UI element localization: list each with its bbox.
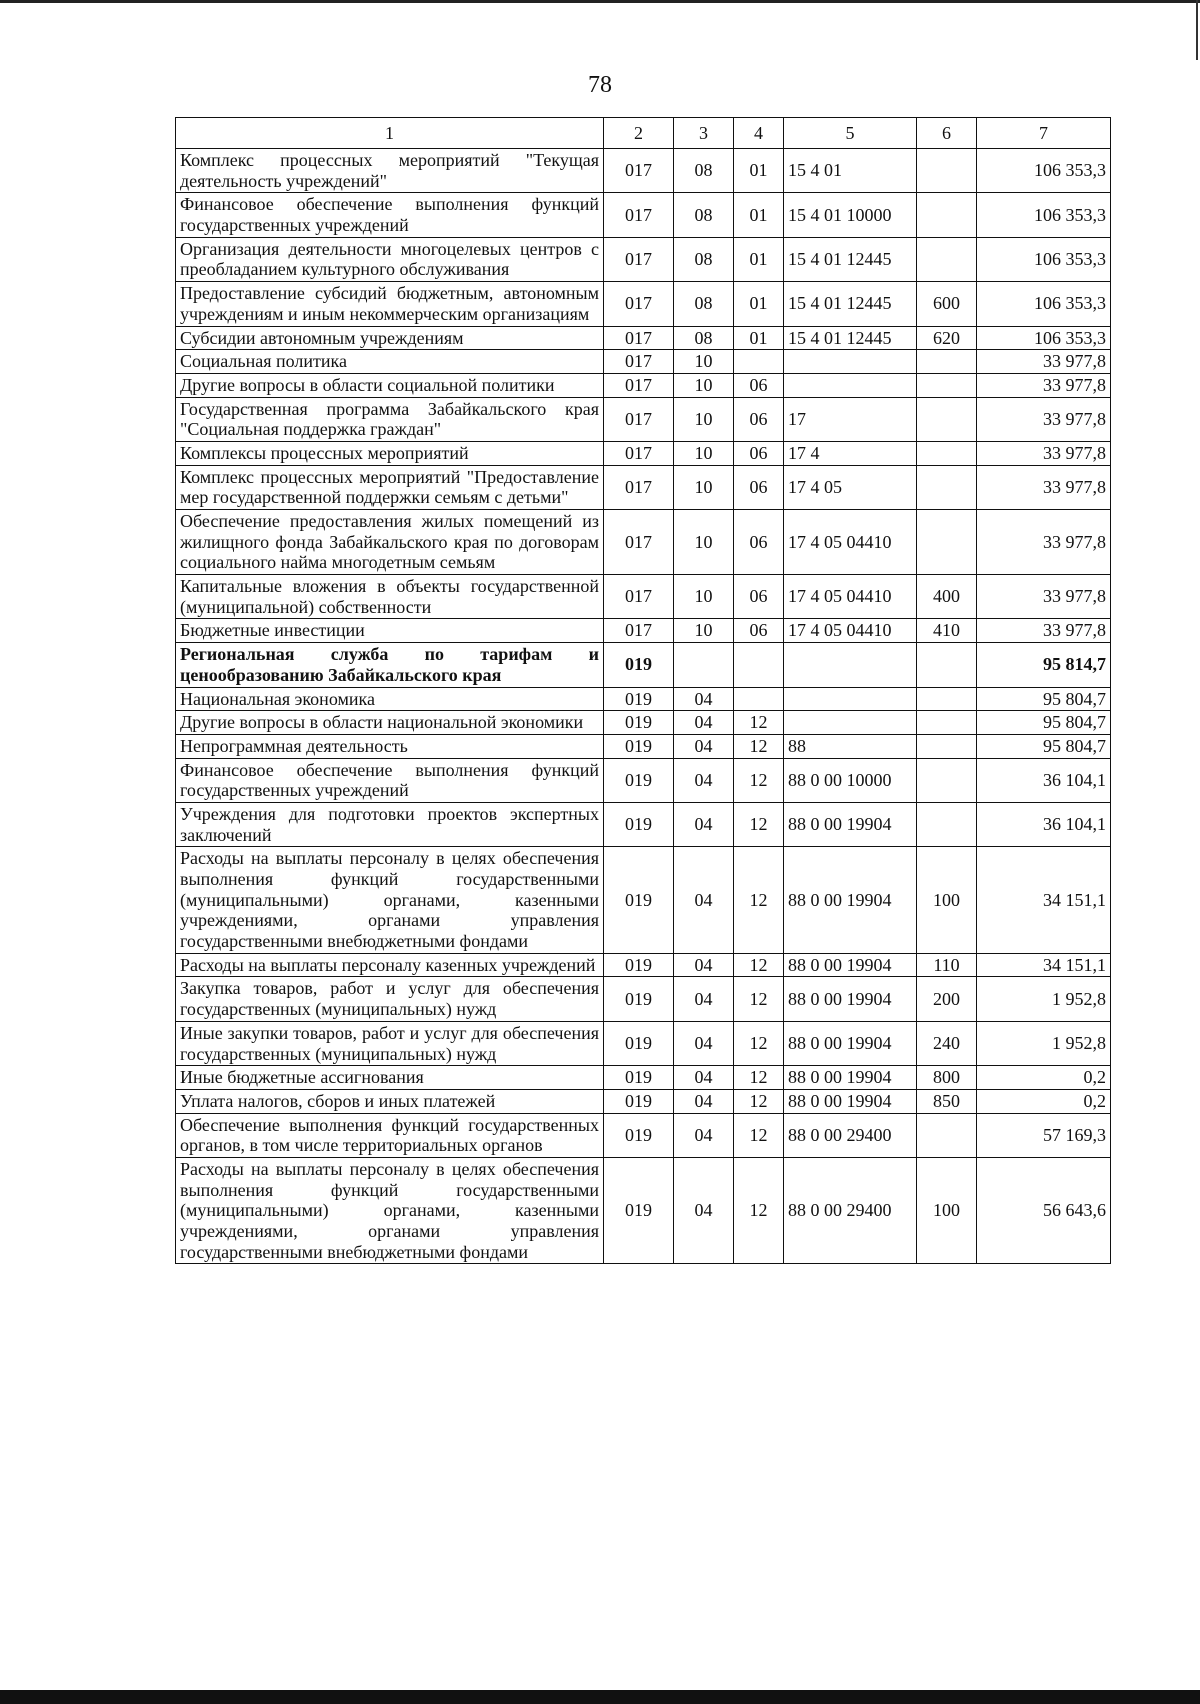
- cell-target-article: 88 0 00 29400: [784, 1157, 917, 1263]
- cell-subsection: 12: [734, 1157, 784, 1263]
- cell-section: 08: [674, 282, 734, 326]
- column-header: 2: [604, 118, 674, 149]
- cell-subsection: 12: [734, 711, 784, 735]
- cell-name: Комплексы процессных мероприятий: [176, 441, 604, 465]
- cell-name: Расходы на выплаты персоналу в целях обеспечения выполнения функций государственными (муниципальными) органами, казенными учреждениями, органами управления государственными внебюджетными фондами: [176, 1157, 604, 1263]
- cell-section: 08: [674, 193, 734, 237]
- cell-name: Уплата налогов, сборов и иных платежей: [176, 1089, 604, 1113]
- cell-name: Учреждения для подготовки проектов экспертных заключений: [176, 802, 604, 846]
- cell-amount: 1 952,8: [977, 977, 1111, 1021]
- cell-amount: 106 353,3: [977, 326, 1111, 350]
- cell-target-article: [784, 687, 917, 711]
- table-row: [176, 758, 1111, 802]
- cell-target-article: 17 4 05 04410: [784, 619, 917, 643]
- cell-subsection: 01: [734, 282, 784, 326]
- cell-subsection: 06: [734, 575, 784, 619]
- cell-name: Непрограммная деятельность: [176, 734, 604, 758]
- cell-name: Обеспечение предоставления жилых помещений из жилищного фонда Забайкальского края по договорам социального найма многодетным семьям: [176, 510, 604, 575]
- cell-ministry-code: 019: [604, 1021, 674, 1065]
- cell-subsection: 06: [734, 441, 784, 465]
- table-row: [176, 575, 1111, 619]
- cell-ministry-code: 017: [604, 397, 674, 441]
- page-number: 78: [588, 72, 612, 98]
- cell-ministry-code: 017: [604, 193, 674, 237]
- cell-amount: 33 977,8: [977, 575, 1111, 619]
- cell-subsection: 12: [734, 1021, 784, 1065]
- cell-amount: 0,2: [977, 1066, 1111, 1090]
- cell-target-article: [784, 350, 917, 374]
- cell-ministry-code: 017: [604, 282, 674, 326]
- cell-ministry-code: 017: [604, 510, 674, 575]
- cell-subsection: [734, 350, 784, 374]
- cell-amount: 95 804,7: [977, 734, 1111, 758]
- cell-target-article: 88: [784, 734, 917, 758]
- cell-expense-type: 620: [917, 326, 977, 350]
- table-row: [176, 1113, 1111, 1157]
- cell-expense-type: 410: [917, 619, 977, 643]
- cell-subsection: 01: [734, 237, 784, 281]
- cell-expense-type: [917, 758, 977, 802]
- cell-subsection: 06: [734, 619, 784, 643]
- cell-target-article: 15 4 01 12445: [784, 326, 917, 350]
- cell-section: 10: [674, 397, 734, 441]
- cell-amount: 33 977,8: [977, 510, 1111, 575]
- cell-expense-type: [917, 802, 977, 846]
- cell-expense-type: [917, 373, 977, 397]
- cell-name: Финансовое обеспечение выполнения функций государственных учреждений: [176, 758, 604, 802]
- cell-expense-type: [917, 1113, 977, 1157]
- table-row: [176, 441, 1111, 465]
- cell-subsection: 12: [734, 734, 784, 758]
- cell-amount: 106 353,3: [977, 282, 1111, 326]
- cell-target-article: [784, 711, 917, 735]
- cell-target-article: 17 4: [784, 441, 917, 465]
- cell-section: 04: [674, 758, 734, 802]
- cell-subsection: 12: [734, 758, 784, 802]
- cell-ministry-code: 019: [604, 1089, 674, 1113]
- cell-amount: 95 814,7: [977, 643, 1111, 687]
- cell-name: Комплекс процессных мероприятий "Текущая деятельность учреждений": [176, 149, 604, 193]
- cell-section: 08: [674, 237, 734, 281]
- cell-section: 04: [674, 734, 734, 758]
- cell-name: Национальная экономика: [176, 687, 604, 711]
- cell-name: Иные закупки товаров, работ и услуг для обеспечения государственных (муниципальных) нужд: [176, 1021, 604, 1065]
- cell-ministry-code: 017: [604, 326, 674, 350]
- cell-ministry-code: 017: [604, 465, 674, 509]
- cell-section: 10: [674, 465, 734, 509]
- cell-name: Иные бюджетные ассигнования: [176, 1066, 604, 1090]
- cell-ministry-code: 017: [604, 237, 674, 281]
- cell-expense-type: 800: [917, 1066, 977, 1090]
- cell-section: 04: [674, 711, 734, 735]
- cell-section: 10: [674, 441, 734, 465]
- cell-subsection: 12: [734, 1089, 784, 1113]
- cell-section: 04: [674, 687, 734, 711]
- cell-amount: 106 353,3: [977, 193, 1111, 237]
- cell-amount: 0,2: [977, 1089, 1111, 1113]
- cell-expense-type: [917, 510, 977, 575]
- table-row: [176, 510, 1111, 575]
- cell-ministry-code: 019: [604, 711, 674, 735]
- cell-subsection: 12: [734, 977, 784, 1021]
- cell-amount: 106 353,3: [977, 149, 1111, 193]
- table-row: [176, 711, 1111, 735]
- cell-section: 04: [674, 953, 734, 977]
- cell-expense-type: 100: [917, 1157, 977, 1263]
- scan-edge-top: [0, 0, 1200, 3]
- cell-amount: 33 977,8: [977, 619, 1111, 643]
- cell-ministry-code: 017: [604, 149, 674, 193]
- cell-target-article: 15 4 01 12445: [784, 282, 917, 326]
- table-row: [176, 734, 1111, 758]
- table-row: [176, 643, 1111, 687]
- cell-target-article: 15 4 01 10000: [784, 193, 917, 237]
- cell-name: Другие вопросы в области национальной экономики: [176, 711, 604, 735]
- cell-subsection: 12: [734, 802, 784, 846]
- table-row: [176, 977, 1111, 1021]
- column-header: 1: [176, 118, 604, 149]
- cell-name: Финансовое обеспечение выполнения функций государственных учреждений: [176, 193, 604, 237]
- cell-subsection: 12: [734, 847, 784, 953]
- cell-amount: 33 977,8: [977, 441, 1111, 465]
- cell-section: 10: [674, 510, 734, 575]
- column-header: 6: [917, 118, 977, 149]
- column-header: 4: [734, 118, 784, 149]
- cell-expense-type: [917, 193, 977, 237]
- cell-target-article: 17 4 05: [784, 465, 917, 509]
- cell-section: 08: [674, 326, 734, 350]
- cell-subsection: 01: [734, 193, 784, 237]
- cell-ministry-code: 017: [604, 350, 674, 374]
- cell-subsection: 01: [734, 149, 784, 193]
- cell-expense-type: [917, 149, 977, 193]
- table-row: [176, 326, 1111, 350]
- cell-amount: 95 804,7: [977, 687, 1111, 711]
- table-row: [176, 687, 1111, 711]
- cell-section: 04: [674, 1089, 734, 1113]
- cell-section: 04: [674, 1113, 734, 1157]
- cell-amount: 33 977,8: [977, 350, 1111, 374]
- cell-amount: 95 804,7: [977, 711, 1111, 735]
- cell-ministry-code: 019: [604, 977, 674, 1021]
- cell-subsection: [734, 643, 784, 687]
- cell-name: Обеспечение выполнения функций государственных органов, в том числе территориальных органов: [176, 1113, 604, 1157]
- cell-name: Расходы на выплаты персоналу в целях обеспечения выполнения функций государственными (муниципальными) органами, казенными учреждениями, органами управления государственными внебюджетными фондами: [176, 847, 604, 953]
- cell-subsection: 06: [734, 397, 784, 441]
- cell-name: Предоставление субсидий бюджетным, автономным учреждениям и иным некоммерческим организациям: [176, 282, 604, 326]
- cell-section: 10: [674, 373, 734, 397]
- cell-expense-type: 850: [917, 1089, 977, 1113]
- cell-name: Бюджетные инвестиции: [176, 619, 604, 643]
- table-row: [176, 373, 1111, 397]
- cell-name: Региональная служба по тарифам и ценообразованию Забайкальского края: [176, 643, 604, 687]
- cell-section: 04: [674, 1021, 734, 1065]
- cell-amount: 33 977,8: [977, 373, 1111, 397]
- cell-amount: 34 151,1: [977, 953, 1111, 977]
- cell-target-article: 88 0 00 19904: [784, 1021, 917, 1065]
- cell-ministry-code: 019: [604, 734, 674, 758]
- cell-name: Организация деятельности многоцелевых центров с преобладанием культурного обслуживания: [176, 237, 604, 281]
- cell-target-article: 88 0 00 19904: [784, 1066, 917, 1090]
- cell-target-article: [784, 373, 917, 397]
- cell-subsection: 12: [734, 1113, 784, 1157]
- cell-section: 08: [674, 149, 734, 193]
- table-row: [176, 282, 1111, 326]
- cell-ministry-code: 019: [604, 1113, 674, 1157]
- table-row: [176, 1021, 1111, 1065]
- cell-expense-type: [917, 687, 977, 711]
- cell-amount: 33 977,8: [977, 465, 1111, 509]
- cell-name: Субсидии автономным учреждениям: [176, 326, 604, 350]
- column-header: 5: [784, 118, 917, 149]
- table-row: [176, 1089, 1111, 1113]
- cell-ministry-code: 017: [604, 575, 674, 619]
- cell-target-article: 88 0 00 19904: [784, 953, 917, 977]
- scan-edge-right: [1196, 0, 1198, 60]
- column-header: 3: [674, 118, 734, 149]
- cell-section: [674, 643, 734, 687]
- table-row: [176, 237, 1111, 281]
- cell-section: 04: [674, 1157, 734, 1263]
- table-row: [176, 619, 1111, 643]
- cell-expense-type: 200: [917, 977, 977, 1021]
- cell-ministry-code: 017: [604, 373, 674, 397]
- cell-target-article: 15 4 01: [784, 149, 917, 193]
- cell-target-article: 88 0 00 19904: [784, 802, 917, 846]
- cell-name: Капитальные вложения в объекты государственной (муниципальной) собственности: [176, 575, 604, 619]
- cell-subsection: [734, 687, 784, 711]
- cell-name: Государственная программа Забайкальского края "Социальная поддержка граждан": [176, 397, 604, 441]
- cell-subsection: 01: [734, 326, 784, 350]
- cell-subsection: 06: [734, 373, 784, 397]
- table-row: [176, 350, 1111, 374]
- cell-name: Комплекс процессных мероприятий "Предоставление мер государственной поддержки семьям с детьми": [176, 465, 604, 509]
- cell-section: 04: [674, 977, 734, 1021]
- table-row: [176, 193, 1111, 237]
- table-row: [176, 1066, 1111, 1090]
- cell-amount: 56 643,6: [977, 1157, 1111, 1263]
- cell-expense-type: [917, 734, 977, 758]
- cell-subsection: 06: [734, 465, 784, 509]
- cell-expense-type: [917, 397, 977, 441]
- table-row: [176, 397, 1111, 441]
- table-row: [176, 465, 1111, 509]
- cell-amount: 57 169,3: [977, 1113, 1111, 1157]
- cell-target-article: 88 0 00 19904: [784, 1089, 917, 1113]
- cell-ministry-code: 019: [604, 758, 674, 802]
- cell-target-article: 17 4 05 04410: [784, 510, 917, 575]
- cell-target-article: 88 0 00 29400: [784, 1113, 917, 1157]
- cell-name: Расходы на выплаты персоналу казенных учреждений: [176, 953, 604, 977]
- cell-target-article: 88 0 00 19904: [784, 977, 917, 1021]
- cell-expense-type: [917, 711, 977, 735]
- table-row: [176, 149, 1111, 193]
- cell-ministry-code: 019: [604, 687, 674, 711]
- cell-expense-type: 400: [917, 575, 977, 619]
- table-row: [176, 847, 1111, 953]
- cell-subsection: 06: [734, 510, 784, 575]
- cell-ministry-code: 019: [604, 643, 674, 687]
- cell-target-article: 17: [784, 397, 917, 441]
- cell-section: 10: [674, 575, 734, 619]
- cell-expense-type: 240: [917, 1021, 977, 1065]
- cell-amount: 1 952,8: [977, 1021, 1111, 1065]
- cell-section: 04: [674, 1066, 734, 1090]
- scan-edge-bottom: [0, 1690, 1200, 1704]
- table-row: [176, 953, 1111, 977]
- cell-ministry-code: 019: [604, 802, 674, 846]
- cell-name: Социальная политика: [176, 350, 604, 374]
- cell-ministry-code: 019: [604, 847, 674, 953]
- cell-expense-type: [917, 237, 977, 281]
- cell-expense-type: [917, 465, 977, 509]
- cell-amount: 106 353,3: [977, 237, 1111, 281]
- cell-section: 10: [674, 619, 734, 643]
- cell-target-article: 88 0 00 19904: [784, 847, 917, 953]
- cell-target-article: [784, 643, 917, 687]
- cell-ministry-code: 019: [604, 1066, 674, 1090]
- cell-target-article: 15 4 01 12445: [784, 237, 917, 281]
- cell-expense-type: 100: [917, 847, 977, 953]
- cell-expense-type: 600: [917, 282, 977, 326]
- cell-expense-type: 110: [917, 953, 977, 977]
- cell-expense-type: [917, 350, 977, 374]
- cell-expense-type: [917, 643, 977, 687]
- cell-section: 04: [674, 847, 734, 953]
- table-row: [176, 1157, 1111, 1263]
- cell-target-article: 17 4 05 04410: [784, 575, 917, 619]
- cell-name: Другие вопросы в области социальной политики: [176, 373, 604, 397]
- budget-table: [175, 117, 1111, 1264]
- cell-ministry-code: 019: [604, 953, 674, 977]
- cell-name: Закупка товаров, работ и услуг для обеспечения государственных (муниципальных) нужд: [176, 977, 604, 1021]
- cell-subsection: 12: [734, 1066, 784, 1090]
- cell-ministry-code: 017: [604, 619, 674, 643]
- cell-target-article: 88 0 00 10000: [784, 758, 917, 802]
- cell-amount: 34 151,1: [977, 847, 1111, 953]
- cell-section: 04: [674, 802, 734, 846]
- table-row: [176, 802, 1111, 846]
- cell-amount: 33 977,8: [977, 397, 1111, 441]
- cell-amount: 36 104,1: [977, 802, 1111, 846]
- cell-ministry-code: 017: [604, 441, 674, 465]
- column-header: 7: [977, 118, 1111, 149]
- header-row: [176, 118, 1111, 149]
- cell-section: 10: [674, 350, 734, 374]
- cell-ministry-code: 019: [604, 1157, 674, 1263]
- cell-expense-type: [917, 441, 977, 465]
- cell-subsection: 12: [734, 953, 784, 977]
- cell-amount: 36 104,1: [977, 758, 1111, 802]
